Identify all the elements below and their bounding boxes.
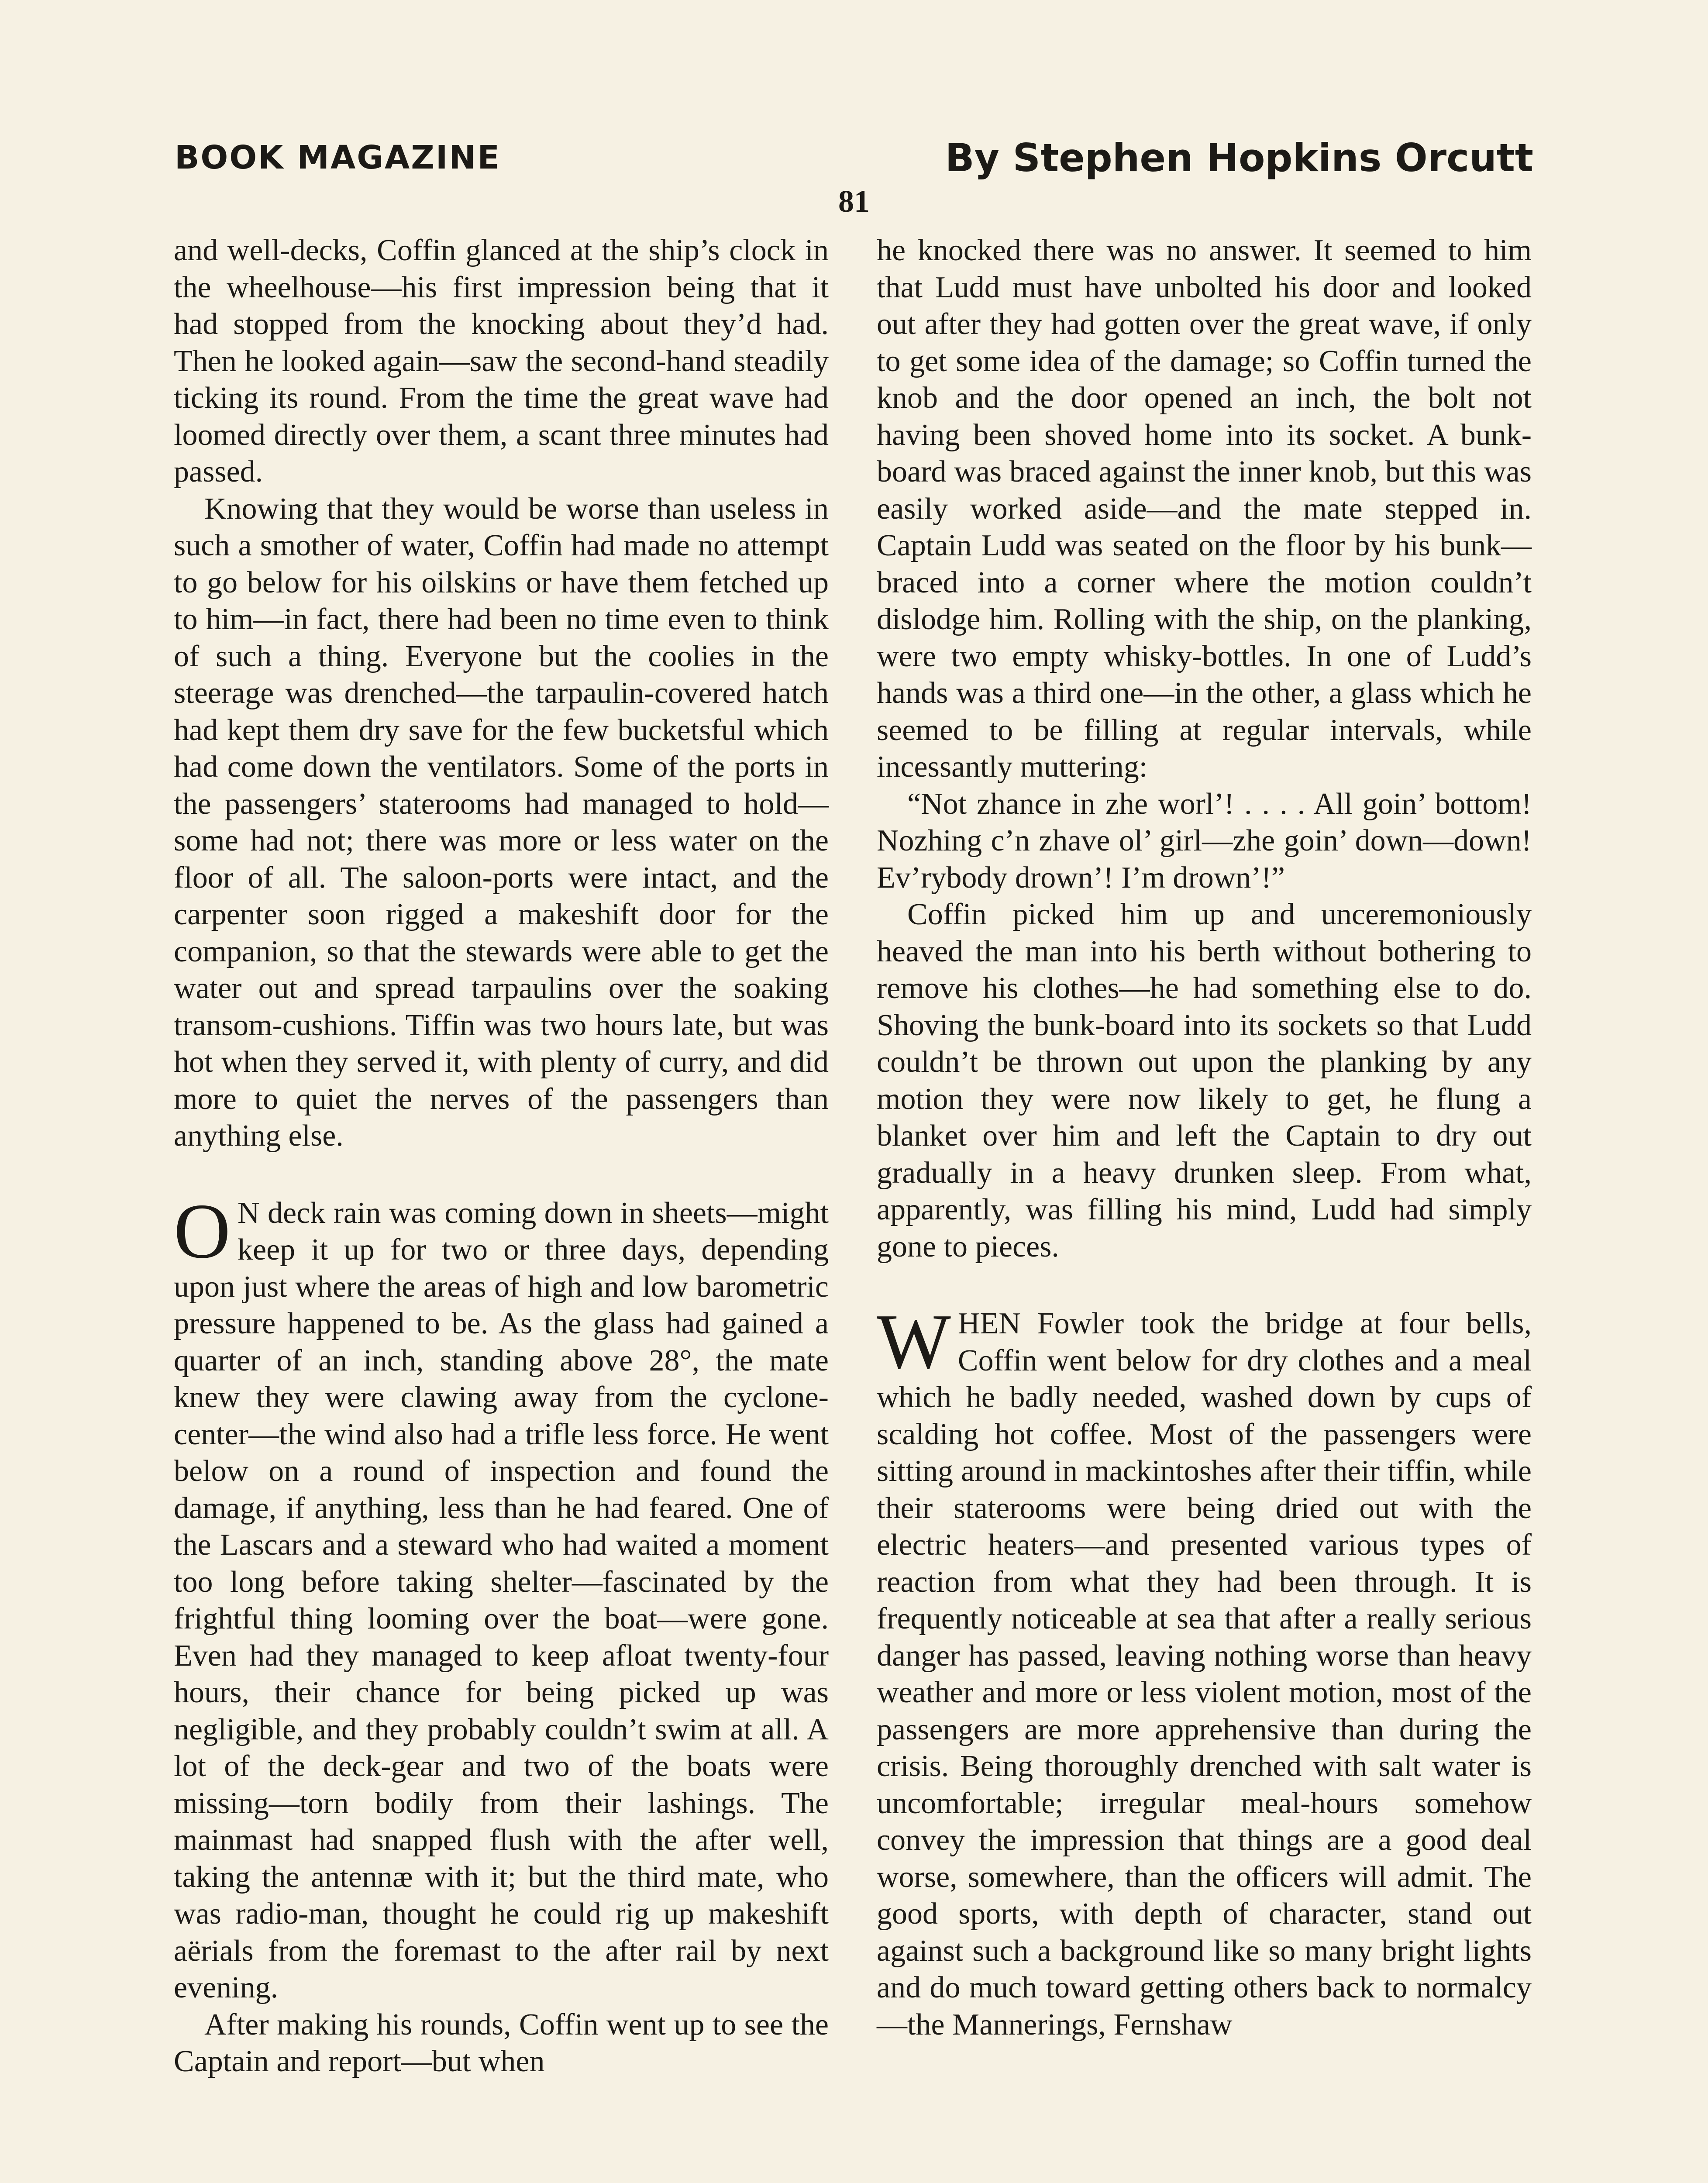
drop-cap: O (174, 1187, 231, 1274)
page-number: 81 (838, 184, 870, 219)
section-paragraph (877, 1298, 1532, 2043)
section-paragraph (174, 1187, 829, 2007)
left-text-column (174, 232, 829, 2080)
paragraph: and well-decks, Coffin glanced at the ship’s clock in the wheelhouse—his first impression being that it had stopped from the knocking about they’d had. Then he looked again—saw the second-hand steadily ticking its round. From the time the great wave had loomed directly over them, a scant three minutes had passed. (174, 234, 829, 489)
publication-title: BOOK MAGAZINE (175, 139, 501, 176)
drop-cap: W (877, 1298, 951, 1385)
paragraph-text: N deck rain was coming down in sheets—might keep it up for two or three days, depending upon just where the areas of high and low barometric pressure happened to be. As the glass had gained a quarter of an inch, standing above 28°, the mate knew they were clawing away from the cyclone-center—the wind also had a trifle less force. He went below on a round of inspection and found the damage, if anything, less than he had feared. One of the Lascars and a steward who had waited a moment too long before taking shelter—fascinated by the frightful thing looming over the boat—were gone. Even had they managed to keep afloat twenty-four hours, their chance for being picked up was negligible, and they probably couldn’t swim at all. A lot of the deck-gear and two of the boats were missing—torn bodily from their lashings. The mainmast had snapped flush with the after well, taking the antennæ with it; but the third mate, who was radio-man, thought he could rig up makeshift aërials from the foremast to the after rail by next evening. (174, 1196, 829, 2004)
paragraph: he knocked there was no answer. It seemed to him that Ludd must have unbolted his door and looked out after they had gotten over the great wave, if only to get some idea of the damage; so Coffin turned the knob and the door opened an inch, the bolt not having been shoved home into its socket. A bunk-board was braced against the inner knob, but this was easily worked aside—and the mate stepped in. Captain Ludd was seated on the floor by his bunk—braced into a corner where the motion couldn’t dislodge him. Rolling with the ship, on the planking, were two empty whisky-bottles. In one of Ludd’s hands was a third one—in the other, a glass which he seemed to be filling at regular intervals, while incessantly muttering: (877, 234, 1532, 784)
dialogue-paragraph: “Not zhance in zhe worl’! . . . . All goin’ bottom! Nozhing c’n zhave ol’ girl—zhe goin’ down—down! Ev’rybody drown’! I’m drown’!” (877, 787, 1532, 895)
right-text-column (877, 232, 1532, 2043)
paragraph: Coffin picked him up and unceremoniously heaved the man into his berth without bothering to remove his clothes—he had something else to do. Shoving the bunk-board into its sockets so that Ludd couldn’t be thrown out upon the planking by any motion they were now likely to get, he flung a blanket over him and left the Captain to dry out gradually in a heavy drunken sleep. From what, apparently, was filling his mind, Ludd had simply gone to pieces. (877, 898, 1532, 1264)
author-byline: By Stephen Hopkins Orcutt (945, 135, 1533, 180)
paragraph: After making his rounds, Coffin went up to see the Captain and report—but when (174, 2007, 829, 2078)
paragraph-text: HEN Fowler took the bridge at four bells, Coffin went below for dry clothes and a meal which he badly needed, washed down by cups of scalding hot coffee. Most of the passengers were sitting around in mackintoshes after their tiffin, while their staterooms were being dried out with the electric heaters—and presented various types of reaction from what they had been through. It is frequently noticeable at sea that after a really serious danger has passed, leaving nothing worse than heavy weather and more or less violent motion, most of the passengers are more apprehensive than during the crisis. Being thoroughly drenched with salt water is uncomfortable; irregular meal-hours somehow convey the impression that things are a good deal worse, somewhere, than the officers will admit. The good sports, with depth of character, stand out against such a background like so many bright lights and do much toward getting others back to normalcy—the Mannerings, Fernshaw (877, 1307, 1532, 2042)
paragraph: Knowing that they would be worse than useless in such a smother of water, Coffin had made no attempt to go below for his oilskins or have them fetched up to him—in fact, there had been no time even to think of such a thing. Everyone but the coolies in the steerage was drenched—the tarpaulin-covered hatch had kept them dry save for the few bucketsful which had come down the ventilators. Some of the ports in the passengers’ staterooms had managed to hold—some had not; there was more or less water on the floor of all. The saloon-ports were intact, and the carpenter soon rigged a makeshift door for the companion, so that the stewards were able to get the water out and spread tarpaulins over the soaking transom-cushions. Tiffin was two hours late, but was hot when they served it, with plenty of curry, and did more to quiet the nerves of the passengers than anything else. (174, 492, 829, 1153)
